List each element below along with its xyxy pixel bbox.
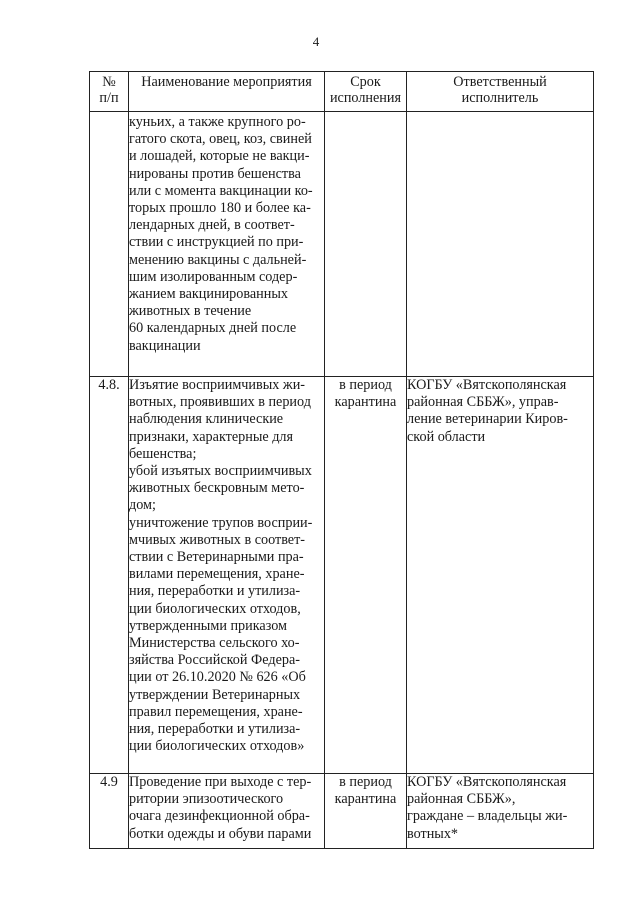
- text-line: вилами перемещения, хране-: [129, 566, 305, 583]
- header-term: [325, 72, 407, 112]
- text-line: в период: [339, 377, 392, 393]
- text-line: или с момента вакцинации ко-: [129, 182, 313, 199]
- row-term-cell: [325, 377, 407, 774]
- text-line: правил перемещения, хране-: [129, 703, 303, 720]
- text-line: вотных*: [407, 825, 459, 842]
- header-name-text: Наименование мероприятия: [141, 74, 312, 90]
- header-responsible-line-2: исполнитель: [461, 90, 539, 106]
- measures-table: [89, 71, 594, 849]
- row-term-cell: [325, 112, 407, 377]
- text-line: граждане – владельцы жи-: [407, 808, 568, 825]
- text-line: уничтожение трупов восприи-: [129, 514, 313, 531]
- text-line: районная СББЖ», управ-: [407, 394, 559, 411]
- text-line: мчивых животных в соответ-: [129, 531, 306, 548]
- text-line: ской области: [407, 428, 486, 445]
- text-line: наблюдения клинические: [129, 411, 284, 428]
- header-num-line-1: №: [102, 74, 116, 90]
- text-line: карантина: [334, 791, 397, 807]
- row-num-cell: 4.8.: [90, 377, 129, 774]
- text-line: торых прошло 180 и более ка-: [129, 200, 311, 217]
- row-responsible-cell: [407, 377, 594, 774]
- table-header-row: [90, 72, 594, 112]
- header-responsible: [407, 72, 594, 112]
- text-line: зяйства Российской Федера-: [129, 652, 300, 669]
- text-line: Министерства сельского хо-: [129, 635, 300, 652]
- row-name-cell: [129, 774, 325, 849]
- text-line: убой изъятых восприимчивых: [129, 463, 312, 480]
- text-line: животных бескровным мето-: [129, 480, 305, 497]
- text-line: ботки одежды и обуви парами: [129, 825, 312, 842]
- text-line: 60 календарных дней после: [129, 320, 297, 337]
- text-line: КОГБУ «Вятскополянская: [407, 377, 567, 393]
- table-row: [90, 112, 594, 377]
- row-name-cell: [129, 377, 325, 774]
- text-line: ния, переработки и утилиза-: [129, 721, 301, 738]
- text-line: очага дезинфекционной обра-: [129, 808, 310, 825]
- text-line: ствии с Ветеринарными пра-: [129, 549, 304, 566]
- row-num-cell: [90, 112, 129, 377]
- text-line: бешенства;: [129, 445, 197, 462]
- header-term-line-2: исполнения: [329, 90, 402, 106]
- header-responsible-line-1: Ответственный: [453, 74, 547, 90]
- text-line: ление ветеринарии Киров-: [407, 411, 568, 428]
- text-line: ции от 26.10.2020 № 626 «Об: [129, 669, 306, 686]
- text-line: карантина: [334, 394, 397, 410]
- text-line: нированы против бешенства: [129, 165, 301, 182]
- text-line: ции биологических отходов»: [129, 738, 305, 755]
- text-line: жанием вакцинированных: [129, 286, 288, 303]
- text-line: районная СББЖ»,: [407, 791, 516, 808]
- text-line: ния, переработки и утилиза-: [129, 583, 301, 600]
- text-line: Изъятие восприимчивых жи-: [129, 377, 306, 393]
- table-row: [90, 774, 594, 849]
- text-line: ции биологических отходов,: [129, 600, 301, 617]
- text-line: признаки, характерные для: [129, 428, 294, 445]
- header-name: [129, 72, 325, 112]
- text-line: вотных, проявивших в период: [129, 394, 311, 411]
- row-num-cell: 4.9: [90, 774, 129, 849]
- text-line: куньих, а также крупного ро-: [129, 114, 306, 130]
- text-line: ствии с инструкцией по при-: [129, 234, 304, 251]
- header-num: [90, 72, 129, 112]
- text-line: менению вакцины с дальней-: [129, 251, 307, 268]
- row-responsible-cell: [407, 774, 594, 849]
- text-line: КОГБУ «Вятскополянская: [407, 774, 567, 790]
- row-term-cell: [325, 774, 407, 849]
- text-line: гатого скота, овец, коз, свиней: [129, 131, 312, 148]
- text-line: шим изолированным содер-: [129, 268, 298, 285]
- text-line: утверждении Ветеринарных: [129, 686, 301, 703]
- table-row: [90, 377, 594, 774]
- header-num-line-2: п/п: [99, 90, 119, 106]
- text-line: дом;: [129, 497, 156, 514]
- text-line: в период: [339, 774, 392, 790]
- text-line: лендарных дней, в соответ-: [129, 217, 295, 234]
- text-line: Проведение при выходе с тер-: [129, 774, 312, 790]
- text-line: ритории эпизоотического: [129, 791, 284, 808]
- text-line: и лошадей, которые не вакци-: [129, 148, 310, 165]
- header-term-line-1: Срок: [350, 74, 381, 90]
- row-responsible-cell: [407, 112, 594, 377]
- text-line: животных в течение: [129, 303, 252, 320]
- text-line: вакцинации: [129, 337, 201, 354]
- page-number: 4: [312, 34, 320, 49]
- text-line: утвержденными приказом: [129, 617, 288, 634]
- row-name-cell: [129, 112, 325, 377]
